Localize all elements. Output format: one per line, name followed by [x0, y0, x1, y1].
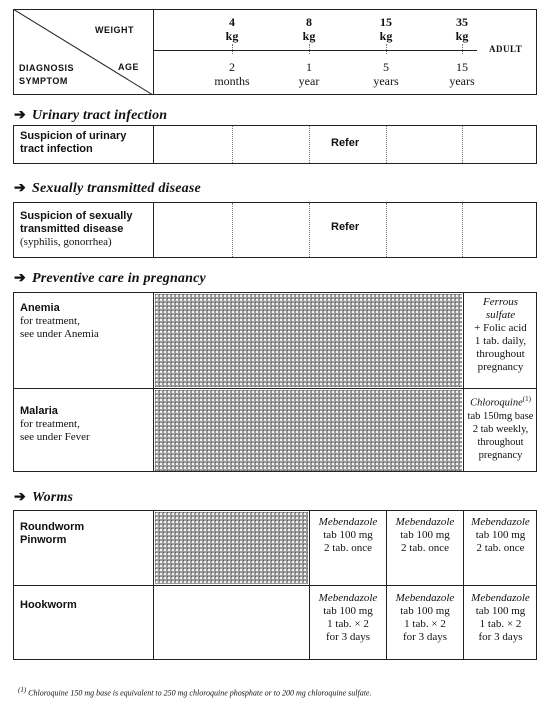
tick-guide [462, 44, 463, 54]
roundworm-treatment-1: Mebendazole tab 100 mg 2 tab. once [318, 516, 378, 554]
row-divider [153, 125, 154, 164]
age-5years: 5 years [373, 60, 399, 88]
dotted-guide [309, 126, 310, 163]
roundworm-condition: Roundworm Pinworm [20, 521, 85, 546]
std-condition: Suspicion of sexually transmitted disease (syphilis, gonorrhea) [20, 210, 133, 248]
section-pregnancy-title: ➔ Preventive care in pregnancy [14, 271, 206, 286]
hookworm-treatment-1: Mebendazole tab 100 mg 1 tab. × 2 for 3 days [318, 592, 378, 643]
anemia-condition: Anemia for treatment, see under Anemia [20, 302, 99, 340]
section-worms-title: ➔ Worms [14, 490, 74, 505]
section-urinary-title: ➔ Urinary tract infection [14, 108, 168, 123]
urinary-condition: Suspicion of urinary tract infection [20, 130, 127, 155]
col-divider [153, 510, 154, 660]
weight-35kg: 35 kg [455, 15, 469, 43]
symptom-label: SYMPTOM [19, 76, 68, 86]
dotted-guide [232, 126, 233, 163]
dotted-guide [309, 203, 310, 257]
dotted-guide [232, 203, 233, 257]
hookworm-treatment-2: Mebendazole tab 100 mg 1 tab. × 2 for 3 days [395, 592, 455, 643]
dotted-guide [386, 126, 387, 163]
malaria-condition: Malaria for treatment, see under Fever [20, 405, 90, 443]
dotted-guide [386, 203, 387, 257]
section-std-title: ➔ Sexually transmitted disease [14, 181, 201, 196]
urinary-refer: Refer [331, 137, 360, 149]
row-divider [13, 585, 537, 586]
adult-label: ADULT [489, 44, 523, 54]
diagnosis-label: DIAGNOSIS [19, 63, 75, 73]
row-divider [13, 388, 537, 389]
tick-guide [232, 44, 233, 54]
weight-age-axis [153, 50, 477, 51]
dotted-guide [462, 126, 463, 163]
anemia-treatment: Ferrous sulfate + Folic acid 1 tab. daily, throughout pregnancy [474, 296, 527, 373]
age-1year: 1 year [298, 60, 320, 88]
weight-4kg: 4 kg [225, 15, 239, 43]
malaria-shaded-range [155, 390, 462, 471]
tick-guide [386, 44, 387, 54]
weight-label: WEIGHT [95, 25, 134, 35]
age-15years: 15 years [449, 60, 475, 88]
hookworm-condition: Hookworm [20, 599, 77, 611]
std-refer: Refer [331, 221, 360, 233]
tick-guide [309, 44, 310, 54]
row-divider [153, 202, 154, 258]
footnote: $^{(1)}$ Chloroquine 150 mg base is equivalent to 250 mg chloroquine phosphate or to 200 mg chloroquine sulfate. [18, 686, 372, 698]
dotted-guide [462, 203, 463, 257]
weight-15kg: 15 kg [379, 15, 393, 43]
age-2months: 2 months [214, 60, 250, 88]
col-divider [153, 292, 154, 472]
hookworm-treatment-3: Mebendazole tab 100 mg 1 tab. × 2 for 3 days [471, 592, 530, 643]
anemia-shaded-range [155, 294, 462, 387]
roundworm-treatment-3: Mebendazole tab 100 mg 2 tab. once [471, 516, 530, 554]
age-label: AGE [118, 62, 140, 72]
weight-8kg: 8 kg [302, 15, 316, 43]
roundworm-treatment-2: Mebendazole tab 100 mg 2 tab. once [395, 516, 455, 554]
malaria-treatment: Chloroquine$^{(1)}$ tab 150mg base 2 tab weekly, throughout pregnancy [467, 395, 534, 461]
worms-shaded-range [155, 512, 308, 584]
